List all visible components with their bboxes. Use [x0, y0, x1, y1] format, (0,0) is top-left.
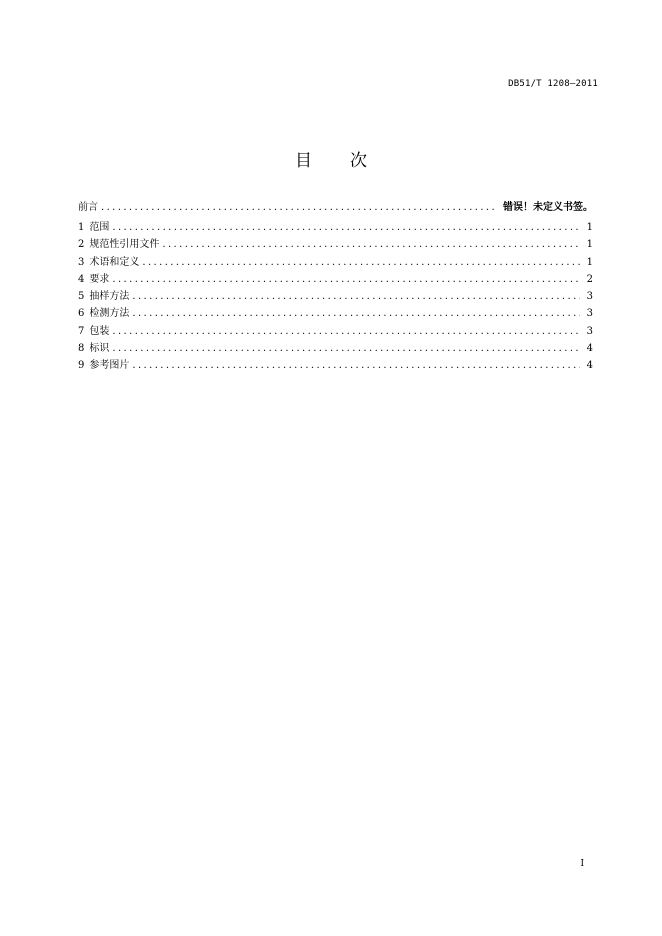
toc-leader-dots	[132, 305, 580, 322]
toc-leader-dots	[112, 219, 580, 236]
table-of-contents	[78, 199, 593, 375]
toc-entry[interactable]	[78, 288, 593, 305]
toc-entry-number: 1	[78, 222, 85, 233]
toc-entry-label: 规范性引用文件	[89, 239, 160, 251]
toc-entry-page: 1	[586, 239, 593, 251]
toc-entry-number: 7	[78, 325, 85, 337]
toc-entry-page: 1	[586, 222, 593, 233]
toc-entry[interactable]	[78, 340, 593, 357]
toc-entry-number: 9	[78, 360, 85, 372]
document-code: DB51/T 1208—2011	[508, 79, 598, 89]
toc-entry[interactable]	[78, 236, 593, 253]
page-number: I	[580, 859, 584, 869]
toc-leader-dots	[112, 271, 580, 288]
toc-entry-number: 3	[78, 256, 85, 268]
toc-entry-label: 要求	[89, 273, 110, 285]
toc-leader-dots	[112, 323, 580, 340]
toc-entry-page: 1	[586, 256, 593, 268]
toc-entry-page: 2	[586, 273, 593, 285]
toc-title	[0, 146, 662, 171]
toc-entry[interactable]	[78, 219, 593, 236]
toc-entry-label: 包装	[89, 325, 110, 337]
toc-title-left: 目	[295, 151, 312, 171]
toc-leader-dots	[162, 236, 580, 253]
toc-entry-page: 3	[586, 308, 593, 320]
toc-entry-page: 错误！未定义书签。	[503, 202, 593, 213]
toc-entry-number: 5	[78, 291, 85, 303]
toc-leader-dots	[132, 357, 580, 374]
toc-title-right: 次	[350, 151, 367, 171]
toc-entry[interactable]	[78, 357, 593, 374]
toc-entry-page: 3	[586, 325, 593, 337]
toc-leader-dots	[101, 199, 498, 216]
toc-entry-label: 范围	[89, 222, 110, 233]
toc-entry[interactable]	[78, 305, 593, 322]
toc-entry-page: 4	[586, 360, 593, 372]
toc-entry-label: 术语和定义	[89, 256, 140, 268]
toc-entry-label: 抽样方法	[89, 291, 130, 303]
toc-leader-dots	[112, 340, 580, 357]
toc-entry-number: 8	[78, 343, 85, 355]
toc-entry-number: 4	[78, 273, 85, 285]
toc-entry-page: 3	[586, 291, 593, 303]
toc-leader-dots	[132, 288, 580, 305]
toc-leader-dots	[142, 254, 580, 271]
toc-entry-label: 标识	[89, 343, 110, 355]
toc-entry-number: 2	[78, 239, 85, 251]
toc-entry-foreword[interactable]	[78, 199, 593, 219]
toc-entry-label: 前言	[78, 202, 98, 213]
toc-entry-page: 4	[586, 343, 593, 355]
toc-entry-label: 参考图片	[89, 360, 130, 372]
toc-entry[interactable]	[78, 271, 593, 288]
toc-entry[interactable]	[78, 254, 593, 271]
toc-entry-number: 6	[78, 308, 85, 320]
toc-entry-label: 检测方法	[89, 308, 130, 320]
toc-entry[interactable]	[78, 323, 593, 340]
